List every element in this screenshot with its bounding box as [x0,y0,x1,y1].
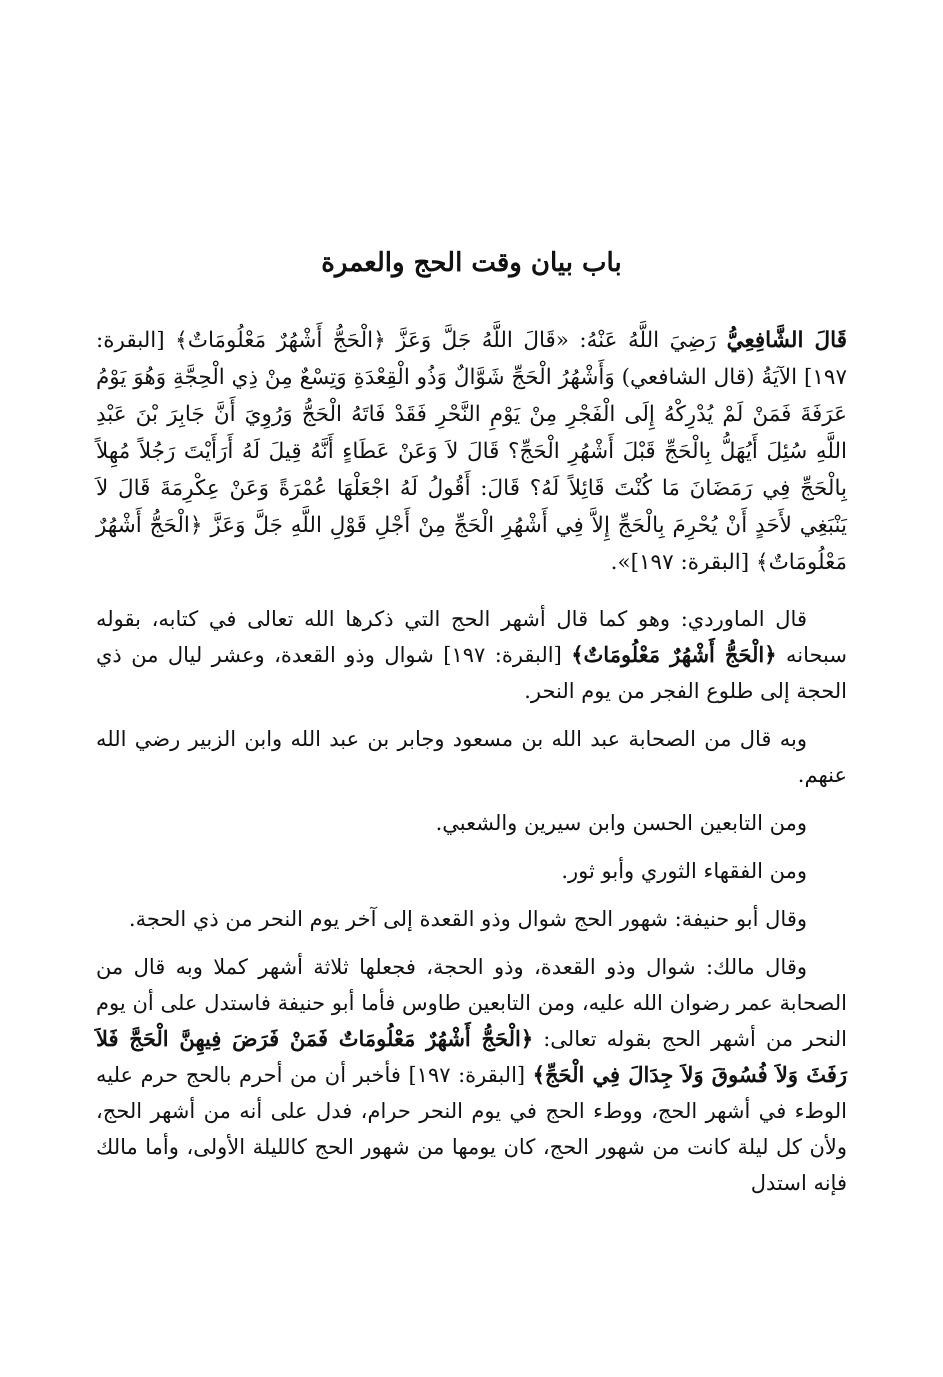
fuqaha-paragraph: ومن الفقهاء الثوري وأبو ثور. [561,859,807,883]
mawardi-commentary-pre: قال الماوردي: وهو كما قال أشهر الحج التي ذكرها الله تعالى في كتابه، بقوله سبحانه [96,607,847,667]
malik-paragraph-pre: وقال مالك: شوال وذو القعدة، وذو الحجة، فجعلها ثلاثة أشهر كملا وبه قال من الصحابة عمر رضوان الله عليه، ومن التابعين طاوس فأما أبو حنيفة فاستدل على أن يوم النحر من أشهر الحج بقوله تعالى: [96,955,847,1051]
mawardi-commentary-post: [البقرة: ١٩٧] شوال وذو القعدة، وعشر ليال من ذي الحجة إلى طلوع الفجر من يوم النحر. [96,643,847,703]
mawardi-commentary-paragraph [96,601,847,709]
quran-quote: ﴿الْحَجُّ أَشْهُرٌ مَعْلُومَاتٌ فَمَنْ فَرَضَ فِيهِنَّ الْحَجَّ فَلاَ رَفَثَ وَلاَ فُسُوقَ وَلاَ جِدَالَ فِي الْحَجِّ﴾ [96,1026,848,1087]
tabiin-paragraph: ومن التابعين الحسن وابن سيرين والشعبي. [435,811,807,835]
malik-paragraph [96,949,847,1201]
companions-paragraph: وبه قال من الصحابة عبد الله بن مسعود وجابر بن عبد الله وابن الزبير رضي الله عنهم. [96,727,847,787]
shafii-text-paragraph [96,322,847,581]
quran-quote: ﴿الْحَجُّ أَشْهُرٌ مَعْلُومَاتٌ﴾ [571,642,777,667]
chapter-title: باب بيان وقت الحج والعمرة [321,248,622,278]
speaker-label: قَالَ الشَّافِعِيُّ [726,328,847,353]
shafii-text-body: رَضِيَ اللَّهُ عَنْهُ: «قَالَ اللَّهُ جَلَّ وَعَزَّ ﴿الْحَجُّ أَشْهُرٌ مَعْلُومَاتٌ﴾ [البقرة: ١٩٧] الآيَةُ (قال الشافعي) وَأَشْهُرُ الْحَجِّ شَوَّالٌ وَذُو الْقِعْدَةِ وَتِسْعٌ مِنْ ذِي الْحِجَّةِ وَهُوَ يَوْمُ عَرَفَةَ فَمَنْ لَمْ يُدْرِكْهُ إِلَى الْفَجْرِ مِنْ يَوْمِ النَّحْرِ فَقَدْ فَاتَهُ الْحَجُّ وَرُوِيَ أَنَّ جَابِرَ بْنَ عَبْدِ اللَّهِ سُئِلَ أَيُهَلُّ بِالْحَجِّ قَبْلَ أَشْهُرِ الْحَجِّ؟ قَالَ لاَ وَعَنْ عَطَاءٍ أَنَّهُ قِيلَ لَهُ أَرَأَيْتَ رَجُلاً مُهِلاً بِالْحَجِّ فِي رَمَضَانَ مَا كُنْتَ قَائِلاً لَهُ؟ قَالَ: أَقُولُ لَهُ اجْعَلْهَا عُمْرَةً وَعَنْ عِكْرِمَةَ قَالَ لاَ يَنْبَغِي لأَحَدٍ أَنْ يُحْرِمَ بِالْحَجِّ إِلاَّ فِي أَشْهُرِ الْحَجِّ مِنْ أَجْلِ قَوْلِ اللَّهِ جَلَّ وَعَزَّ ﴿الْحَجُّ أَشْهُرٌ مَعْلُومَاتٌ﴾ [البقرة: ١٩٧]». [96,328,847,575]
malik-paragraph-post: [البقرة: ١٩٧] فأخبر أن من أحرم بالحج حرم عليه الوطء في أشهر الحج، ووطء الحج في يوم النحر حرام، فدل على أنه من أشهر الحج، ولأن كل ليلة كانت من شهور الحج، كان يومها من شهور الحج كالليلة الأولى، وأما مالك فإنه استدل [96,1063,847,1195]
abu-hanifa-paragraph: وقال أبو حنيفة: شهور الحج شوال وذو القعدة إلى آخر يوم النحر من ذي الحجة. [128,907,807,931]
